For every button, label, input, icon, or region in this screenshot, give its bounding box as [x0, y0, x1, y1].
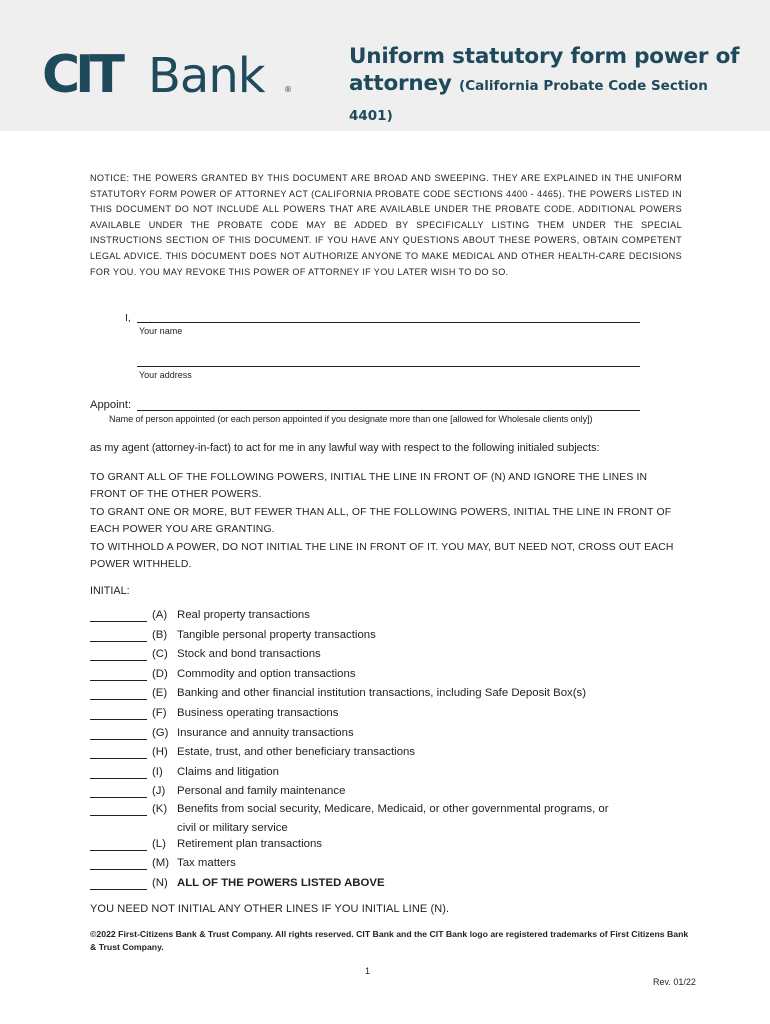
initial-line-k[interactable]: [90, 815, 147, 816]
svg-text:CIT: CIT: [42, 48, 120, 96]
appoint-label: Appoint:: [90, 399, 132, 411]
power-description: Tax matters: [177, 857, 236, 869]
power-description-continued: civil or military service: [177, 822, 288, 834]
instruction-grant-all: TO GRANT ALL OF THE FOLLOWING POWERS, INITIAL THE LINE IN FRONT OF (N) AND IGNORE THE LINES IN FRONT OF THE OTHER POWERS.: [90, 472, 648, 500]
instruction-grant-some: TO GRANT ONE OR MORE, BUT FEWER THAN ALL, OF THE FOLLOWING POWERS, INITIAL THE LINE IN FRONT OF EACH POWER YOU ARE GRANTING.: [90, 507, 672, 535]
power-description: Claims and litigation: [177, 765, 279, 778]
title-attorney: attorney: [349, 71, 452, 96]
power-letter: (L): [152, 838, 166, 850]
power-letter: (G): [152, 726, 169, 739]
title-line-1: Uniform statutory form power of: [349, 44, 740, 69]
power-description: Retirement plan transactions: [177, 838, 322, 850]
initial-line-n[interactable]: [90, 889, 147, 890]
svg-text:®: ®: [284, 85, 292, 94]
closing-text: YOU NEED NOT INITIAL ANY OTHER LINES IF YOU INITIAL LINE (N).: [90, 903, 450, 915]
page-number: 1: [365, 966, 371, 976]
your-address-label: Your address: [139, 370, 192, 380]
header-band: [0, 0, 770, 131]
initial-line-g[interactable]: [90, 739, 147, 740]
power-description: Business operating transactions: [177, 706, 339, 719]
power-letter: (E): [152, 687, 168, 699]
initial-line-j[interactable]: [90, 797, 147, 798]
your-address-field[interactable]: [137, 366, 640, 367]
power-description: Tangible personal property transactions: [177, 628, 376, 641]
power-description: Banking and other financial institution transactions, including Safe Deposit Box(s): [177, 687, 587, 699]
power-description: Personal and family maintenance: [177, 785, 346, 797]
power-letter: (A): [152, 609, 168, 621]
power-letter: (M): [152, 857, 170, 869]
power-description: Commodity and option transactions: [177, 667, 356, 680]
power-letter: (K): [152, 803, 168, 815]
i-label: I,: [125, 312, 131, 324]
appointee-field[interactable]: [137, 410, 640, 411]
power-letter: (B): [152, 628, 168, 641]
your-name-label: Your name: [139, 326, 183, 336]
power-letter: (I): [152, 765, 163, 778]
power-letter: (J): [152, 785, 166, 797]
title-code-reference: (California Probate Code Section 4401): [349, 78, 708, 124]
power-description: Benefits from social security, Medicare, Medicaid, or other governmental programs, or: [177, 803, 609, 815]
copyright-notice: ©2022 First-Citizens Bank & Trust Company. All rights reserved. CIT Bank and the CIT Bank logo are registered trademarks of First Citizens Bank & Trust Company.: [90, 929, 689, 952]
initial-line-i[interactable]: [90, 778, 147, 779]
document-title: [349, 43, 749, 130]
power-letter: (F): [152, 706, 167, 719]
initial-line-h[interactable]: [90, 758, 147, 759]
initial-line-e[interactable]: [90, 699, 147, 700]
instruction-withhold: TO WITHHOLD A POWER, DO NOT INITIAL THE LINE IN FRONT OF IT. YOU MAY, BUT NEED NOT, CROSS OUT EACH POWER WITHHELD.: [90, 542, 674, 570]
power-letter: (N): [152, 876, 168, 889]
revision-label: Rev. 01/22: [653, 977, 696, 987]
power-letter: (H): [152, 746, 168, 758]
initial-line-d[interactable]: [90, 680, 147, 681]
initial-line-f[interactable]: [90, 719, 147, 720]
your-name-field[interactable]: [137, 322, 640, 323]
initial-label: INITIAL:: [90, 585, 130, 597]
initial-line-l[interactable]: [90, 850, 147, 851]
agent-text: as my agent (attorney-in-fact) to act for me in any lawful way with respect to the following initialed subjects:: [90, 442, 600, 454]
power-description: Real property transactions: [177, 609, 310, 621]
svg-text:Bank: Bank: [148, 48, 265, 96]
initial-line-m[interactable]: [90, 869, 147, 870]
power-letter: (D): [152, 667, 168, 680]
title-line-2: [349, 70, 749, 130]
power-letter: (C): [152, 648, 168, 660]
initial-line-c[interactable]: [90, 660, 147, 661]
initial-line-b[interactable]: [90, 641, 147, 642]
cit-bank-logo: [42, 48, 297, 96]
power-description: ALL OF THE POWERS LISTED ABOVE: [177, 876, 385, 889]
notice-paragraph: NOTICE: THE POWERS GRANTED BY THIS DOCUMENT ARE BROAD AND SWEEPING. THEY ARE EXPLAINED IN THE UNIFORM STATUTORY FORM POWER OF ATTORNEY ACT (CALIFORNIA PROBATE CODE SECTIONS 4400 - 4465). THE POWERS LISTED IN THIS DOCUMENT DO NOT INCLUDE ALL POWERS THAT ARE AVAILABLE UNDER THE PROBATE CODE. ADDITIONAL POWERS AVAILABLE UNDER THE PROBATE CODE MAY BE ADDED BY SPECIFICALLY LISTING THEM UNDER THE SPECIAL INSTRUCTIONS SECTION OF THIS DOCUMENT. IF YOU HAVE ANY QUESTIONS ABOUT THESE POWERS, OBTAIN COMPETENT LEGAL ADVICE. THIS DOCUMENT DOES NOT AUTHORIZE ANYONE TO MAKE MEDICAL AND OTHER HEALTH-CARE DECISIONS FOR YOU. YOU MAY REVOKE THIS POWER OF ATTORNEY IF YOU LATER WISH TO DO SO.: [90, 173, 682, 277]
power-description: Estate, trust, and other beneficiary transactions: [177, 746, 416, 758]
appointee-label: Name of person appointed (or each person appointed if you designate more than one [allowed for Wholesale clients only]): [109, 414, 593, 424]
initial-line-a[interactable]: [90, 621, 147, 622]
power-description: Insurance and annuity transactions: [177, 726, 354, 739]
power-description: Stock and bond transactions: [177, 648, 321, 660]
